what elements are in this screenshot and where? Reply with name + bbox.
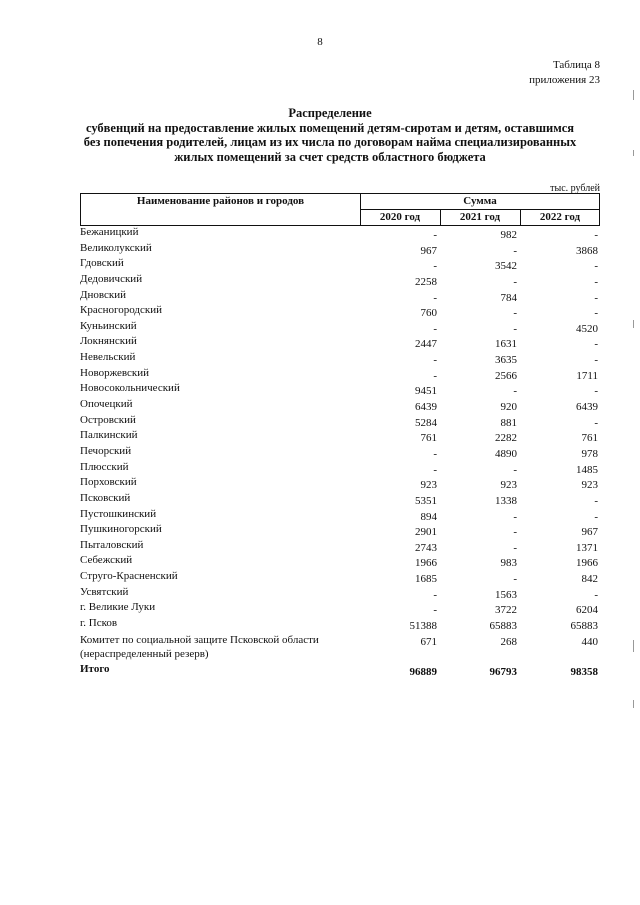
value-2022: - — [594, 260, 598, 273]
table-row — [80, 522, 600, 538]
value-2021: 1563 — [495, 588, 517, 601]
value-2020: 9451 — [415, 385, 437, 398]
title-line1: Распределение — [288, 106, 372, 120]
value-2022: 3868 — [576, 244, 598, 257]
value-2020: 5284 — [415, 416, 437, 429]
value-2022: - — [594, 307, 598, 320]
value-2021: 1338 — [495, 494, 517, 507]
value-2020: 96889 — [409, 665, 437, 678]
value-2021: - — [513, 307, 517, 320]
value-2021: - — [513, 385, 517, 398]
value-2022: 842 — [581, 573, 598, 586]
table-row — [80, 319, 600, 335]
value-2020: - — [433, 291, 437, 304]
table-row — [80, 632, 600, 662]
row-name: Островский — [80, 413, 136, 426]
table-row — [80, 444, 600, 460]
value-2020: 671 — [420, 635, 437, 648]
value-2022: - — [594, 338, 598, 351]
value-2022: 923 — [581, 479, 598, 492]
value-2021: 2282 — [495, 432, 517, 445]
table-row — [80, 366, 600, 382]
row-name: Локнянский — [80, 335, 137, 348]
table-row — [80, 225, 600, 241]
value-2021: 3635 — [495, 354, 517, 367]
row-name: Порховский — [80, 476, 137, 489]
value-2020: - — [433, 588, 437, 601]
value-2021: - — [513, 573, 517, 586]
table-row — [80, 585, 600, 601]
header-2022: 2022 год — [539, 211, 581, 223]
row-name: Новосокольнический — [80, 382, 180, 395]
scan-edge-marks — [628, 0, 634, 905]
row-name: Комитет по социальной защите Псковской области (нераспределенный резерв) — [80, 633, 319, 660]
value-2021: - — [513, 541, 517, 554]
value-2022: - — [594, 229, 598, 241]
row-name: г. Псков — [80, 617, 118, 630]
total-row — [80, 662, 600, 678]
table-row — [80, 569, 600, 585]
value-2020: 1685 — [415, 573, 437, 586]
row-name: г. Великие Луки — [80, 601, 156, 614]
table-row — [80, 272, 600, 288]
table-row — [80, 475, 600, 491]
table-row — [80, 256, 600, 272]
table-row — [80, 507, 600, 523]
value-2020: 923 — [420, 479, 437, 492]
value-2020: - — [433, 447, 437, 460]
value-2020: 5351 — [415, 494, 437, 507]
value-2021: - — [513, 275, 517, 288]
table-row — [80, 491, 600, 507]
value-2020: 2743 — [415, 541, 437, 554]
value-2022: 440 — [581, 635, 598, 648]
value-2021: 65883 — [489, 620, 517, 633]
value-2022: - — [594, 494, 598, 507]
row-name: Гдовский — [80, 257, 124, 270]
table-row — [80, 460, 600, 476]
value-2020: - — [433, 369, 437, 382]
table-row — [80, 288, 600, 304]
value-2020: - — [433, 322, 437, 335]
row-name: Дновский — [80, 288, 127, 301]
value-2021: - — [513, 510, 517, 523]
value-2020: - — [433, 229, 437, 241]
value-2021: 920 — [500, 401, 517, 414]
value-2021: 881 — [500, 416, 517, 429]
value-2020: - — [433, 260, 437, 273]
row-name: Псковский — [80, 491, 131, 504]
row-name: Великолукский — [80, 241, 152, 254]
value-2020: 1966 — [415, 557, 437, 570]
value-2022: 967 — [581, 526, 598, 539]
title-line2: субвенций на предоставление жилых помещений детям-сиротам и детям, оставшимся — [85, 120, 575, 135]
table-row — [80, 600, 600, 616]
row-name: Красногородский — [80, 304, 163, 317]
value-2021: - — [513, 463, 517, 476]
table-row — [80, 350, 600, 366]
row-name: Невельский — [80, 351, 136, 364]
value-2020: - — [433, 354, 437, 367]
value-2021: - — [513, 526, 517, 539]
table-row — [80, 428, 600, 444]
row-name: Палкинский — [80, 429, 138, 442]
table-row — [80, 538, 600, 554]
value-2022: 1485 — [576, 463, 598, 476]
row-name: Пыталовский — [80, 538, 144, 551]
table-row — [80, 553, 600, 569]
row-name: Дедовичский — [80, 272, 143, 285]
row-name: Усвятский — [80, 585, 129, 598]
table-ref-line2: приложения 23 — [529, 74, 600, 86]
row-name: Куньинский — [80, 319, 137, 332]
value-2020: 760 — [420, 307, 437, 320]
value-2022: - — [594, 354, 598, 367]
page-number: 8 — [317, 36, 323, 48]
value-2021: 3722 — [495, 604, 517, 617]
table-row — [80, 616, 600, 632]
table-row — [80, 397, 600, 413]
value-2022: 6204 — [576, 604, 598, 617]
header-name-column: Наименование районов и городов — [136, 195, 305, 207]
value-2021: 983 — [500, 557, 517, 570]
value-2021: 2566 — [495, 369, 517, 382]
title-line4: жилых помещений за счет средств областного бюджета — [174, 149, 486, 164]
table-row — [80, 303, 600, 319]
value-2021: 3542 — [495, 260, 517, 273]
value-2021: 784 — [500, 291, 517, 304]
value-2021: - — [513, 322, 517, 335]
table-body — [80, 225, 600, 677]
table-ref-line1: Таблица 8 — [552, 59, 600, 71]
value-2020: 6439 — [415, 401, 437, 414]
value-2021: 268 — [500, 635, 517, 648]
header-2021: 2021 год — [459, 211, 501, 223]
row-name: Печорский — [80, 444, 132, 457]
value-2021: 4890 — [495, 447, 517, 460]
value-2020: 2447 — [415, 338, 437, 351]
row-name: Струго-Красненский — [80, 570, 178, 583]
value-2020: - — [433, 604, 437, 617]
value-2020: 51388 — [409, 620, 437, 633]
units-label: тыс. рублей — [550, 183, 600, 194]
value-2022: 65883 — [570, 620, 598, 633]
value-2022: 98358 — [570, 665, 598, 678]
value-2022: 761 — [581, 432, 598, 445]
value-2021: 1631 — [495, 338, 517, 351]
value-2022: - — [594, 291, 598, 304]
table-row — [80, 381, 600, 397]
value-2021: 923 — [500, 479, 517, 492]
row-name: Пустошкинский — [80, 507, 157, 520]
value-2022: - — [594, 416, 598, 429]
value-2021: 982 — [500, 229, 517, 241]
table-reference — [529, 58, 600, 88]
header-2020: 2020 год — [379, 211, 421, 223]
value-2022: 1371 — [576, 541, 598, 554]
table-row — [80, 413, 600, 429]
document-title — [60, 106, 600, 164]
value-2022: 6439 — [576, 401, 598, 414]
header-sum-column: Сумма — [463, 195, 497, 207]
row-name: Опочецкий — [80, 398, 133, 411]
header-divider-sum — [360, 209, 599, 210]
row-name: Плюсский — [80, 460, 129, 473]
value-2020: 761 — [420, 432, 437, 445]
value-2020: 2901 — [415, 526, 437, 539]
value-2022: 4520 — [576, 322, 598, 335]
value-2022: - — [594, 588, 598, 601]
value-2021: - — [513, 244, 517, 257]
row-name: Новоржевский — [80, 366, 150, 379]
value-2021: 96793 — [489, 665, 517, 678]
value-2022: 1711 — [576, 369, 598, 382]
table-row — [80, 241, 600, 257]
row-name: Итого — [80, 662, 110, 675]
value-2022: 978 — [581, 447, 598, 460]
table-header — [80, 193, 600, 226]
row-name: Пушкиногорский — [80, 523, 162, 536]
row-name: Бежаницкий — [80, 226, 139, 238]
value-2022: - — [594, 275, 598, 288]
table-row — [80, 334, 600, 350]
value-2022: - — [594, 510, 598, 523]
value-2022: 1966 — [576, 557, 598, 570]
value-2020: - — [433, 463, 437, 476]
value-2020: 2258 — [415, 275, 437, 288]
title-line3: без попечения родителей, лицам из их числа по договорам найма специализированных — [83, 135, 577, 149]
value-2020: 967 — [420, 244, 437, 257]
value-2020: 894 — [420, 510, 437, 523]
value-2022: - — [594, 385, 598, 398]
row-name: Себежский — [80, 554, 133, 567]
